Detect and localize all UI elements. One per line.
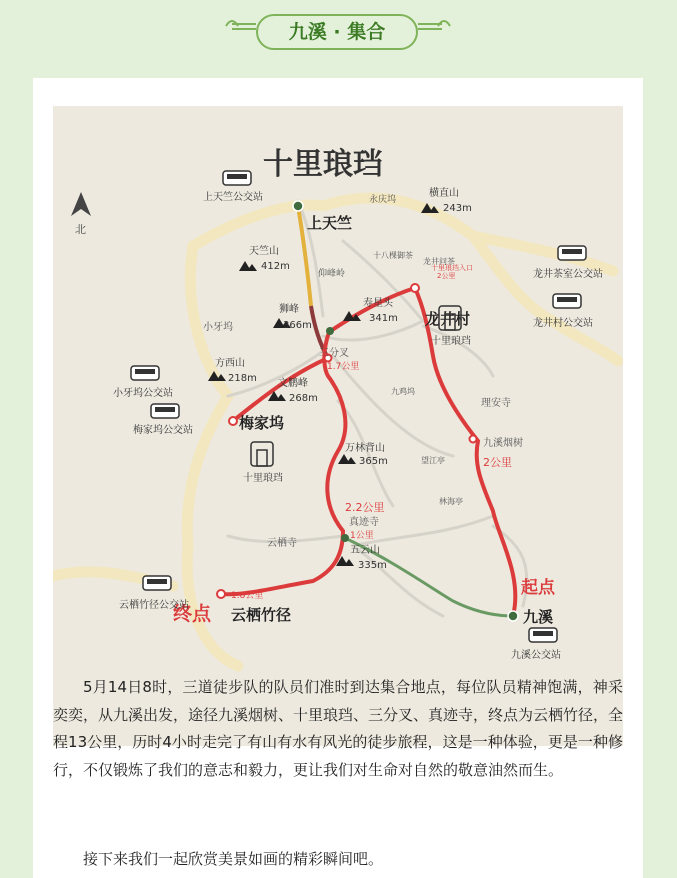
header-title: 九溪 · 集合 bbox=[256, 14, 418, 50]
body-paragraph: 5月14日8时，三道徒步队的队员们准时到达集合地点，每位队员精神饱满，神采奕奕，从九溪出发，途径九溪烟树、十里琅珰、三分叉、真迹寺，终点为云栖竹径，全程13公里，历时4小时走完了有山有水有风光的徒步旅程，这是一种体验，更是一种修行，不仅锻炼了我们的意志和毅力，更让我们对生命对自然的敬意油然而生。 bbox=[53, 678, 624, 779]
mountain-icon bbox=[338, 454, 356, 464]
mountain-name: 寿星头 bbox=[363, 298, 393, 309]
bus-station-shangtianzhu: 上天竺公交站 bbox=[203, 192, 263, 203]
bus-icon bbox=[529, 628, 557, 642]
mountain-name: 文鹏峰 bbox=[278, 378, 308, 389]
mountain-height: 365m bbox=[359, 456, 388, 467]
bus-icon bbox=[558, 246, 586, 260]
place-wangjiangting: 望江亭 bbox=[421, 456, 445, 465]
distance-label: 1公里 bbox=[350, 531, 374, 541]
place-sanchacha: 三分叉 bbox=[319, 348, 349, 359]
stop-longjingcun: 龙井村 bbox=[425, 310, 471, 328]
mountain-height: 218m bbox=[228, 373, 257, 384]
mountain-height: 335m bbox=[358, 560, 387, 571]
place-linhaiting: 林海亭 bbox=[439, 497, 463, 506]
bus-icon bbox=[131, 366, 159, 380]
place-shibajiaodi: 十八棵御茶 bbox=[373, 251, 413, 260]
bus-station-yunqi: 云栖竹径公交站 bbox=[119, 600, 189, 611]
place-lianansi: 理安寺 bbox=[481, 398, 511, 409]
distance-label: 1.7公里 bbox=[327, 362, 360, 372]
route-map bbox=[53, 106, 623, 746]
stop-shangtianzhu-marker bbox=[293, 201, 303, 211]
stop-yunqi-marker bbox=[217, 590, 225, 598]
mountain-height: 366m bbox=[283, 320, 312, 331]
mountain-height: 341m bbox=[369, 313, 398, 324]
gate-icon bbox=[251, 442, 273, 466]
bus-station-jiuxi: 九溪公交站 bbox=[511, 650, 561, 661]
bus-icon bbox=[143, 576, 171, 590]
section-header bbox=[0, 0, 677, 68]
mountain-height: 412m bbox=[261, 261, 290, 272]
stop-shangtianzhu: 上天竺 bbox=[307, 214, 353, 232]
bus-icon bbox=[223, 171, 251, 185]
mountain-icon bbox=[239, 261, 257, 271]
stop-meijiawu: 梅家坞 bbox=[239, 414, 285, 432]
place-yongqingwu: 永庆坞 bbox=[369, 195, 397, 205]
route-map-canvas bbox=[53, 106, 623, 746]
place-yangfengling: 仰峰岭 bbox=[318, 269, 346, 279]
body-paragraph: 接下来我们一起欣赏美景如画的精彩瞬间吧。 bbox=[83, 850, 384, 868]
bus-station-meijiawu: 梅家坞公交站 bbox=[133, 425, 193, 436]
content-card bbox=[33, 78, 643, 878]
place-jiuxiyanshu: 九溪烟树 bbox=[483, 438, 523, 449]
mountain-name: 横直山 bbox=[429, 188, 459, 199]
distance-label: 2.2公里 bbox=[345, 501, 385, 514]
stop-yunqi: 云栖竹径 bbox=[231, 606, 292, 624]
start-label: 起点 bbox=[521, 578, 555, 598]
place-zhenjisi: 真迹寺 bbox=[349, 517, 379, 528]
stop-jiuxi-marker bbox=[508, 611, 518, 621]
bus-station-longjingcun: 龙井村公交站 bbox=[533, 318, 593, 329]
bus-station-longjingchashi: 龙井茶室公交站 bbox=[533, 269, 603, 280]
stop-jiuxi: 九溪 bbox=[523, 608, 554, 626]
gate-label: 十里琅珰 bbox=[431, 336, 471, 347]
place-longjingwencha: 龙井问茶 bbox=[423, 257, 455, 266]
map-title: 十里琅珰 bbox=[263, 147, 383, 182]
gate-label: 十里琅珰 bbox=[243, 473, 283, 484]
bus-icon bbox=[553, 294, 581, 308]
distance-label: 1.8公里 bbox=[231, 591, 264, 601]
bus-icon bbox=[151, 404, 179, 418]
end-label: 终点 bbox=[173, 603, 212, 625]
north-label: 北 bbox=[75, 223, 86, 236]
distance-label: 2公里 bbox=[483, 456, 512, 469]
mountain-name: 五云山 bbox=[350, 545, 380, 556]
place-yunqisi: 云栖寺 bbox=[267, 538, 297, 549]
mountain-name: 狮峰 bbox=[279, 304, 299, 315]
bus-station-xiaoyawu: 小牙坞公交站 bbox=[113, 388, 173, 399]
north-arrow-icon bbox=[71, 192, 91, 216]
mountain-name: 天竺山 bbox=[249, 246, 279, 257]
mountain-height: 268m bbox=[289, 393, 318, 404]
mountain-height: 243m bbox=[443, 203, 472, 214]
distance-label: 2公里 bbox=[437, 272, 456, 280]
place-xiaoyawu: 小牙坞 bbox=[203, 322, 233, 333]
mountain-name: 方西山 bbox=[215, 358, 245, 369]
place-jiuxiwu: 九鸡坞 bbox=[391, 387, 415, 396]
stop-meijiawu-marker bbox=[229, 417, 237, 425]
place-entrance: 十里琅珰入口 bbox=[431, 264, 473, 272]
mountain-name: 万林背山 bbox=[345, 443, 385, 454]
stop-longjingcun-marker bbox=[411, 284, 419, 292]
